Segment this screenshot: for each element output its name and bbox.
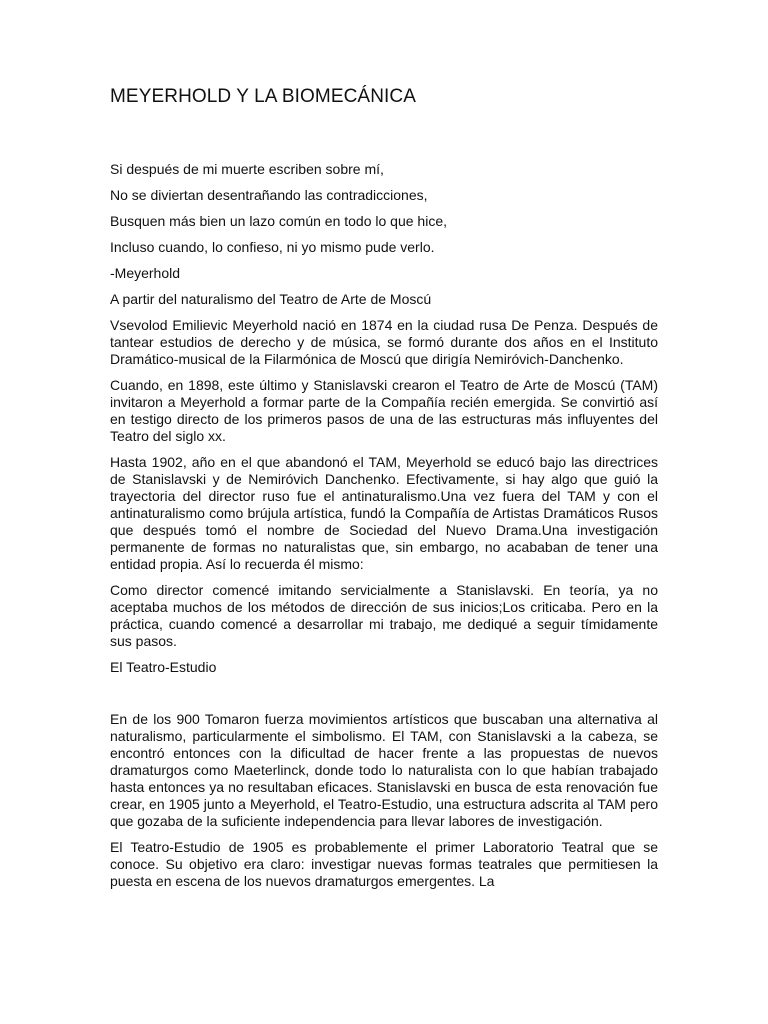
verse-line: Busquen más bien un lazo común en todo lo que hice, — [110, 213, 448, 229]
paragraph: En de los 900 Tomaron fuerza movimientos artísticos que buscaban una alternativa al naturalismo, particularmente el simbolismo. El TAM, con Stanislavski a la cabeza, se encontró entonces con la dificultad de hacer frente a las propuestas de nuevos dramaturgos como Maeterlinck, donde todo lo naturalista con lo que habían trabajado hasta entonces ya no resultaban eficaces. Stanislavski en busca de esta renovación fue crear, en 1905 junto a Meyerhold, el Teatro-Estudio, una estructura adscrita al TAM pero que gozaba de la suficiente independencia para llevar labores de investigación. — [110, 711, 658, 829]
paragraph: Vsevolod Emilievic Meyerhold nació en 1874 en la ciudad rusa De Penza. Después de tantear estudios de derecho y de música, se formó durante dos años en el Instituto Dramático-musical de la Filarmónica de Moscú que dirigía Nemiróvich-Danchenko. — [110, 317, 658, 367]
paragraph: Cuando, en 1898, este último y Stanislavski crearon el Teatro de Arte de Moscú (TAM) invitaron a Meyerhold a formar parte de la Compañía recién emergida. Se convirtió así en testigo directo de los primeros pasos de una de las estructuras más influyentes del Teatro del siglo xx. — [110, 377, 658, 444]
attribution: -Meyerhold — [110, 265, 181, 281]
quote-paragraph: Como director comencé imitando servicialmente a Stanislavski. En teoría, ya no aceptaba muchos de los métodos de dirección de sus inicios;Los criticaba. Pero en la práctica, cuando comencé a desarrollar mi trabajo, me dediqué a seguir tímidamente sus pasos. — [110, 582, 658, 649]
verse-line: No se diviertan desentrañando las contradicciones, — [110, 187, 428, 203]
paragraph: El Teatro-Estudio de 1905 es probablemente el primer Laboratorio Teatral que se conoce. Su objetivo era claro: investigar nuevas formas teatrales que permitiesen la puesta en escena de los nuevos dramaturgos emergentes. La — [110, 839, 658, 889]
verse-line: Incluso cuando, lo confieso, ni yo mismo pude verlo. — [110, 239, 435, 255]
section-heading: A partir del naturalismo del Teatro de Arte de Moscú — [110, 291, 432, 307]
document-title: MEYERHOLD Y LA BIOMECÁNICA — [110, 86, 416, 107]
paragraph: Hasta 1902, año en el que abandonó el TAM, Meyerhold se educó bajo las directrices de Stanislavski y de Nemiróvich Danchenko. Efectivamente, si hay algo que guió la trayectoria del director ruso fue el antinaturalismo.Una vez fuera del TAM y con el antinaturalismo como brújula artística, fundó la Compañía de Artistas Dramáticos Rusos que después tomó el nombre de Sociedad del Nuevo Drama.Una investigación permanente de formas no naturalistas que, sin embargo, no acababan de tener una entidad propia. Así lo recuerda él mismo: — [110, 454, 658, 572]
section-heading: El Teatro-Estudio — [110, 659, 217, 675]
spacer — [110, 685, 658, 711]
verse-line: Si después de mi muerte escriben sobre mí, — [110, 161, 384, 177]
